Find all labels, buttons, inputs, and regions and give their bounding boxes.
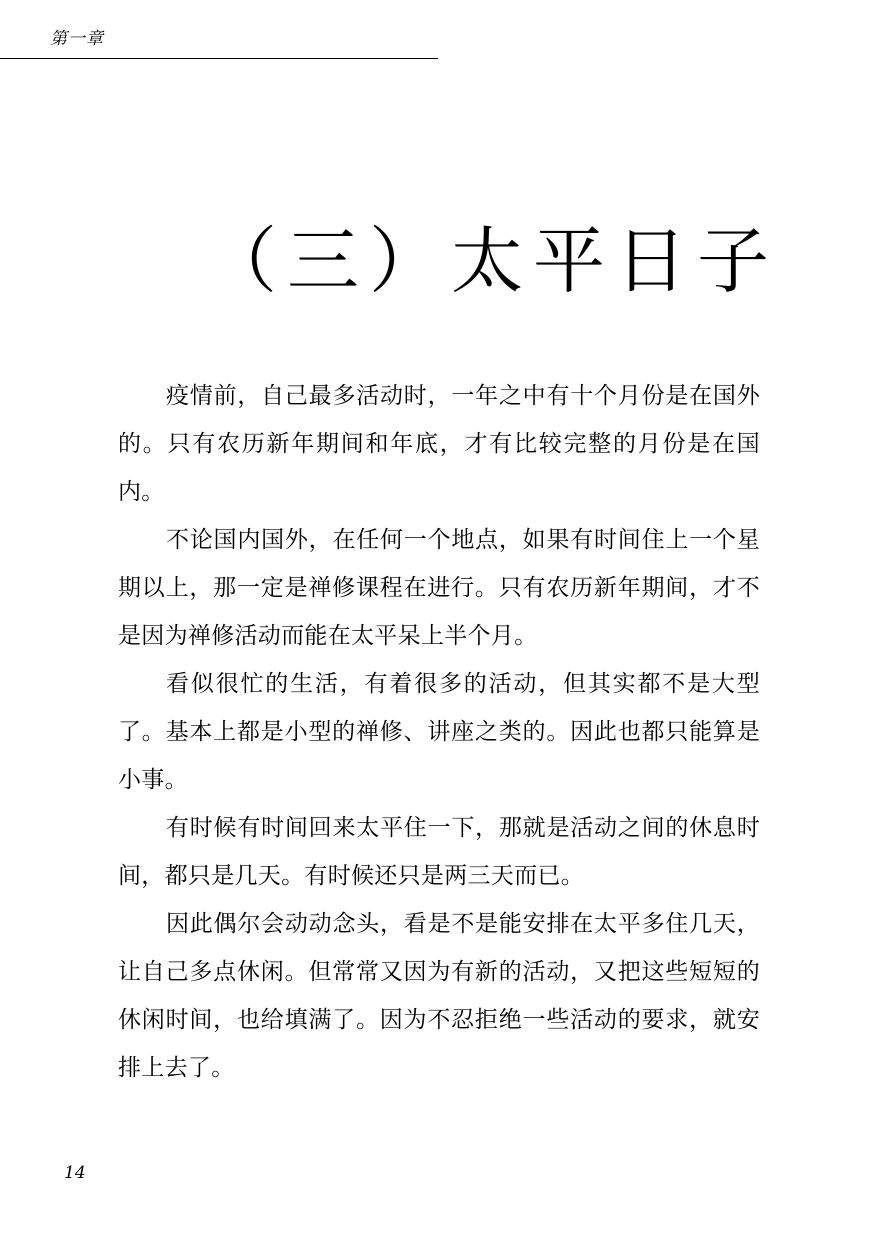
page-number: 14 bbox=[64, 1163, 86, 1183]
paragraph: 疫情前，自己最多活动时，一年之中有十个月份是在国外的。只有农历新年期间和年底，才有比较完整的月份是在国内。 bbox=[118, 383, 760, 505]
running-head: 第一章 bbox=[50, 29, 104, 49]
section-title: （三）太平日子 bbox=[205, 219, 780, 304]
header-rule bbox=[0, 58, 438, 59]
paragraph: 因此偶尔会动动念头，看是不是能安排在太平多住几天，让自己多点休闲。但常常又因为有新的活动，又把这些短短的休闲时间，也给填满了。因为不忍拒绝一些活动的要求，就安排上去了。 bbox=[118, 911, 760, 1081]
paragraph: 不论国内国外，在任何一个地点，如果有时间住上一个星期以上，那一定是禅修课程在进行。只有农历新年期间，才不是因为禅修活动而能在太平呆上半个月。 bbox=[118, 527, 760, 649]
paragraph: 有时候有时间回来太平住一下，那就是活动之间的休息时间，都只是几天。有时候还只是两三天而已。 bbox=[118, 815, 760, 889]
paragraph: 看似很忙的生活，有着很多的活动，但其实都不是大型了。基本上都是小型的禅修、讲座之类的。因此也都只能算是小事。 bbox=[118, 671, 760, 793]
body-text bbox=[118, 372, 760, 1092]
